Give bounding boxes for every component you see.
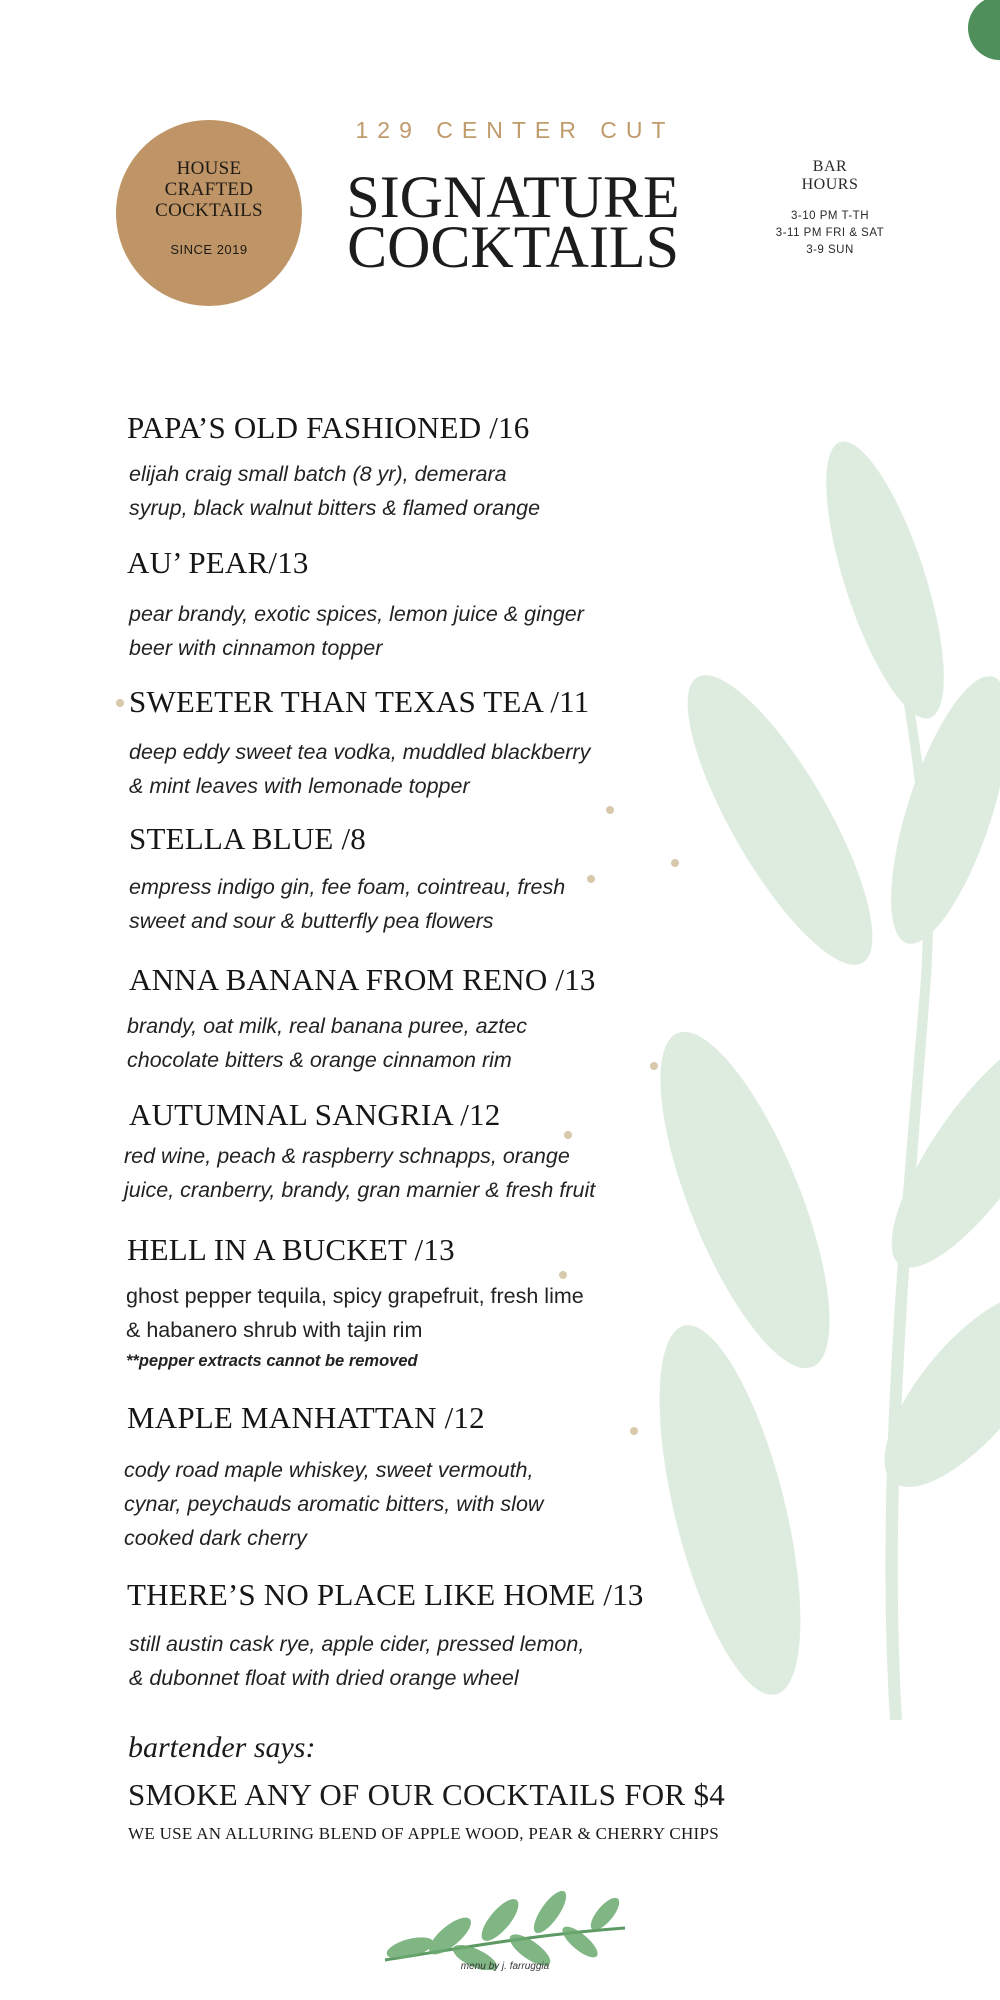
hours-line: 3-10 PM T-TH: [791, 210, 869, 222]
hours-title-line: HOURS: [801, 176, 859, 193]
speck-decoration: [587, 875, 595, 883]
menu-item-name: PAPA’S OLD FASHIONED /16: [127, 410, 530, 445]
menu-item-name: THERE’S NO PLACE LIKE HOME /13: [127, 1577, 644, 1612]
menu-item-note: **pepper extracts cannot be removed: [126, 1352, 418, 1370]
menu-item-description: [129, 735, 590, 803]
speck-decoration: [630, 1427, 638, 1435]
title-line: SIGNATURE: [346, 164, 680, 230]
restaurant-name: 129 CENTER CUT: [355, 117, 675, 143]
speck-decoration: [671, 859, 679, 867]
menu-item-description: [129, 457, 540, 525]
menu-item-name: MAPLE MANHATTAN /12: [127, 1400, 485, 1435]
description-line: red wine, peach & raspberry schnapps, orange: [124, 1144, 570, 1168]
badge-line: CRAFTED: [164, 179, 254, 200]
menu-item-description: [126, 1279, 584, 1375]
description-line: empress indigo gin, fee foam, cointreau, fresh: [129, 875, 566, 899]
speck-decoration: [650, 1062, 658, 1070]
wood-chips-note: WE USE AN ALLURING BLEND OF APPLE WOOD, PEAR & CHERRY CHIPS: [128, 1824, 720, 1843]
title-line: COCKTAILS: [347, 214, 679, 280]
menu-item-description: [124, 1453, 543, 1555]
description-line: & habanero shrub with tajin rim: [126, 1318, 423, 1342]
bar-hours: [750, 158, 910, 259]
description-line: juice, cranberry, brandy, gran marnier & fresh fruit: [124, 1178, 596, 1202]
description-line: cynar, peychauds aromatic bitters, with slow: [124, 1492, 544, 1516]
bartender-says-heading: bartender says:: [128, 1731, 316, 1764]
description-line: sweet and sour & butterfly pea flowers: [129, 909, 494, 933]
menu-credit: menu by j. farruggia: [460, 1961, 550, 1972]
speck-decoration: [116, 699, 124, 707]
menu-item-name: AU’ PEAR/13: [127, 545, 309, 580]
menu-item-description: [129, 870, 565, 938]
badge-line: HOUSE: [176, 158, 242, 179]
badge-line: COCKTAILS: [155, 200, 263, 221]
house-crafted-badge: [116, 120, 302, 306]
page-title: [318, 164, 708, 280]
hours-title-line: BAR: [812, 158, 848, 175]
description-line: chocolate bitters & orange cinnamon rim: [127, 1048, 512, 1072]
description-line: & dubonnet float with dried orange wheel: [129, 1666, 519, 1690]
menu-item-description: [129, 597, 584, 665]
description-line: cooked dark cherry: [124, 1526, 307, 1550]
menu-item-description: [129, 1627, 584, 1695]
description-line: deep eddy sweet tea vodka, muddled blackberry: [129, 740, 591, 764]
description-line: syrup, black walnut bitters & flamed orange: [129, 496, 541, 520]
speck-decoration: [559, 1271, 567, 1279]
leaf-sprig-icon: [380, 1890, 630, 1970]
corner-dot-decoration: [968, 0, 1000, 60]
description-line: elijah craig small batch (8 yr), demerara: [129, 462, 507, 486]
description-line: beer with cinnamon topper: [129, 636, 383, 660]
watercolor-leaf-decoration: [650, 430, 1000, 1720]
description-line: ghost pepper tequila, spicy grapefruit, fresh lime: [126, 1284, 584, 1308]
description-line: pear brandy, exotic spices, lemon juice & ginger: [129, 602, 584, 626]
description-line: brandy, oat milk, real banana puree, aztec: [127, 1014, 527, 1038]
menu-item-name: ANNA BANANA FROM RENO /13: [129, 962, 596, 997]
hours-line: 3-11 PM FRI & SAT: [775, 227, 885, 239]
speck-decoration: [606, 806, 614, 814]
description-line: still austin cask rye, apple cider, pressed lemon,: [129, 1632, 585, 1656]
smoke-offer: SMOKE ANY OF OUR COCKTAILS FOR $4: [128, 1777, 726, 1812]
hours-line: 3-9 SUN: [806, 244, 854, 256]
description-line: cody road maple whiskey, sweet vermouth,: [124, 1458, 534, 1482]
menu-item-description: [124, 1139, 595, 1207]
menu-item-name: AUTUMNAL SANGRIA /12: [129, 1097, 501, 1132]
speck-decoration: [564, 1131, 572, 1139]
menu-item-description: [127, 1009, 527, 1077]
menu-item-name: SWEETER THAN TEXAS TEA /11: [129, 684, 590, 719]
badge-since: SINCE 2019: [170, 242, 248, 257]
menu-item-name: HELL IN A BUCKET /13: [127, 1232, 455, 1267]
description-line: & mint leaves with lemonade topper: [129, 774, 470, 798]
menu-item-name: STELLA BLUE /8: [129, 821, 367, 856]
